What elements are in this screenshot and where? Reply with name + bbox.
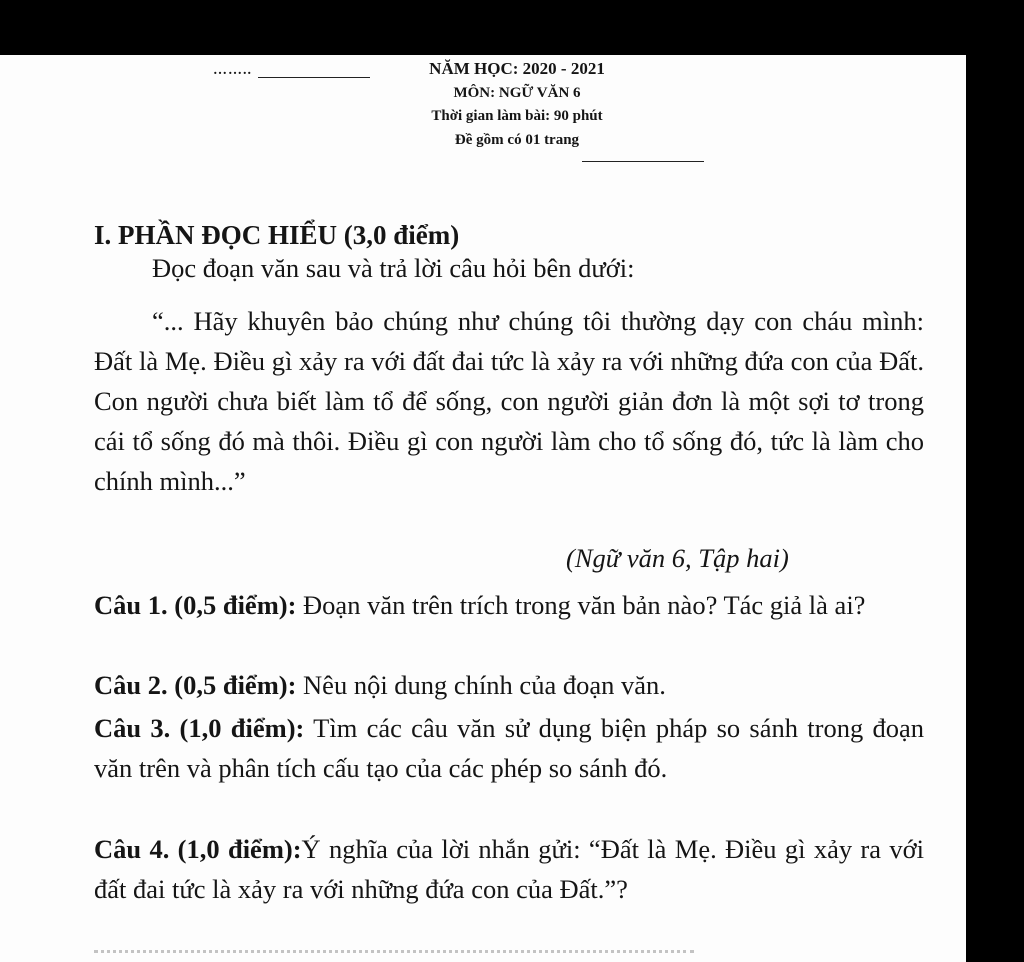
question-1 xyxy=(94,585,924,625)
question-2 xyxy=(94,665,924,705)
exam-page xyxy=(0,55,966,962)
question-2-label: Câu 2. (0,5 điểm): xyxy=(94,670,297,700)
top-black-border xyxy=(0,0,1024,55)
question-4-label: Câu 4. (1,0 điểm): xyxy=(94,834,302,864)
question-3-label: Câu 3. (1,0 điểm): xyxy=(94,713,305,743)
question-1-text: Đoạn văn trên trích trong văn bản nào? Tác giả là ai? xyxy=(296,590,866,620)
header-underline-right xyxy=(582,161,704,162)
time-limit: Thời gian làm bài: 90 phút xyxy=(431,108,603,124)
question-2-text: Nêu nội dung chính của đoạn văn. xyxy=(296,670,666,700)
question-4 xyxy=(94,829,924,909)
question-1-label: Câu 1. (0,5 điểm): xyxy=(94,590,297,620)
passage: “... Hãy khuyên bảo chúng như chúng tôi thường dạy con cháu mình: Đất là Mẹ. Điều gì xảy ra với đất đai tức là xảy ra với những đứa con của Đất. Con người chưa biết làm tổ để sống, con người giản đơn là một sợi tơ trong cái tổ sống đó mà thôi. Điều gì con người làm cho tổ sống đó, tức là làm cho chính mình...” xyxy=(94,306,924,496)
cut-off-next-line xyxy=(94,950,694,962)
school-name-dots: …….. xyxy=(213,63,252,78)
page-count: Đề gồm có 01 trang xyxy=(454,132,580,148)
right-black-border xyxy=(966,0,1024,962)
instruction: Đọc đoạn văn sau và trả lời câu hỏi bên dưới: xyxy=(152,253,635,283)
header-underline-left xyxy=(258,77,370,78)
question-3-text: Tìm các câu văn sử dụng biện pháp so sánh trong đoạn văn trên và phân tích cấu tạo của các phép so sánh đó. xyxy=(94,713,925,783)
question-4-text: Ý nghĩa của lời nhắn gửi: “Đất là Mẹ. Điều gì xảy ra với đất đai tức là xảy ra với những đứa con của Đất.”? xyxy=(94,834,924,904)
passage-source: (Ngữ văn 6, Tập hai) xyxy=(566,543,789,573)
section-title: I. PHẦN ĐỌC HIỂU (3,0 điểm) xyxy=(94,220,460,250)
question-3 xyxy=(94,708,924,788)
school-year: NĂM HỌC: 2020 - 2021 xyxy=(429,59,605,78)
subject: MÔN: NGỮ VĂN 6 xyxy=(453,85,581,101)
